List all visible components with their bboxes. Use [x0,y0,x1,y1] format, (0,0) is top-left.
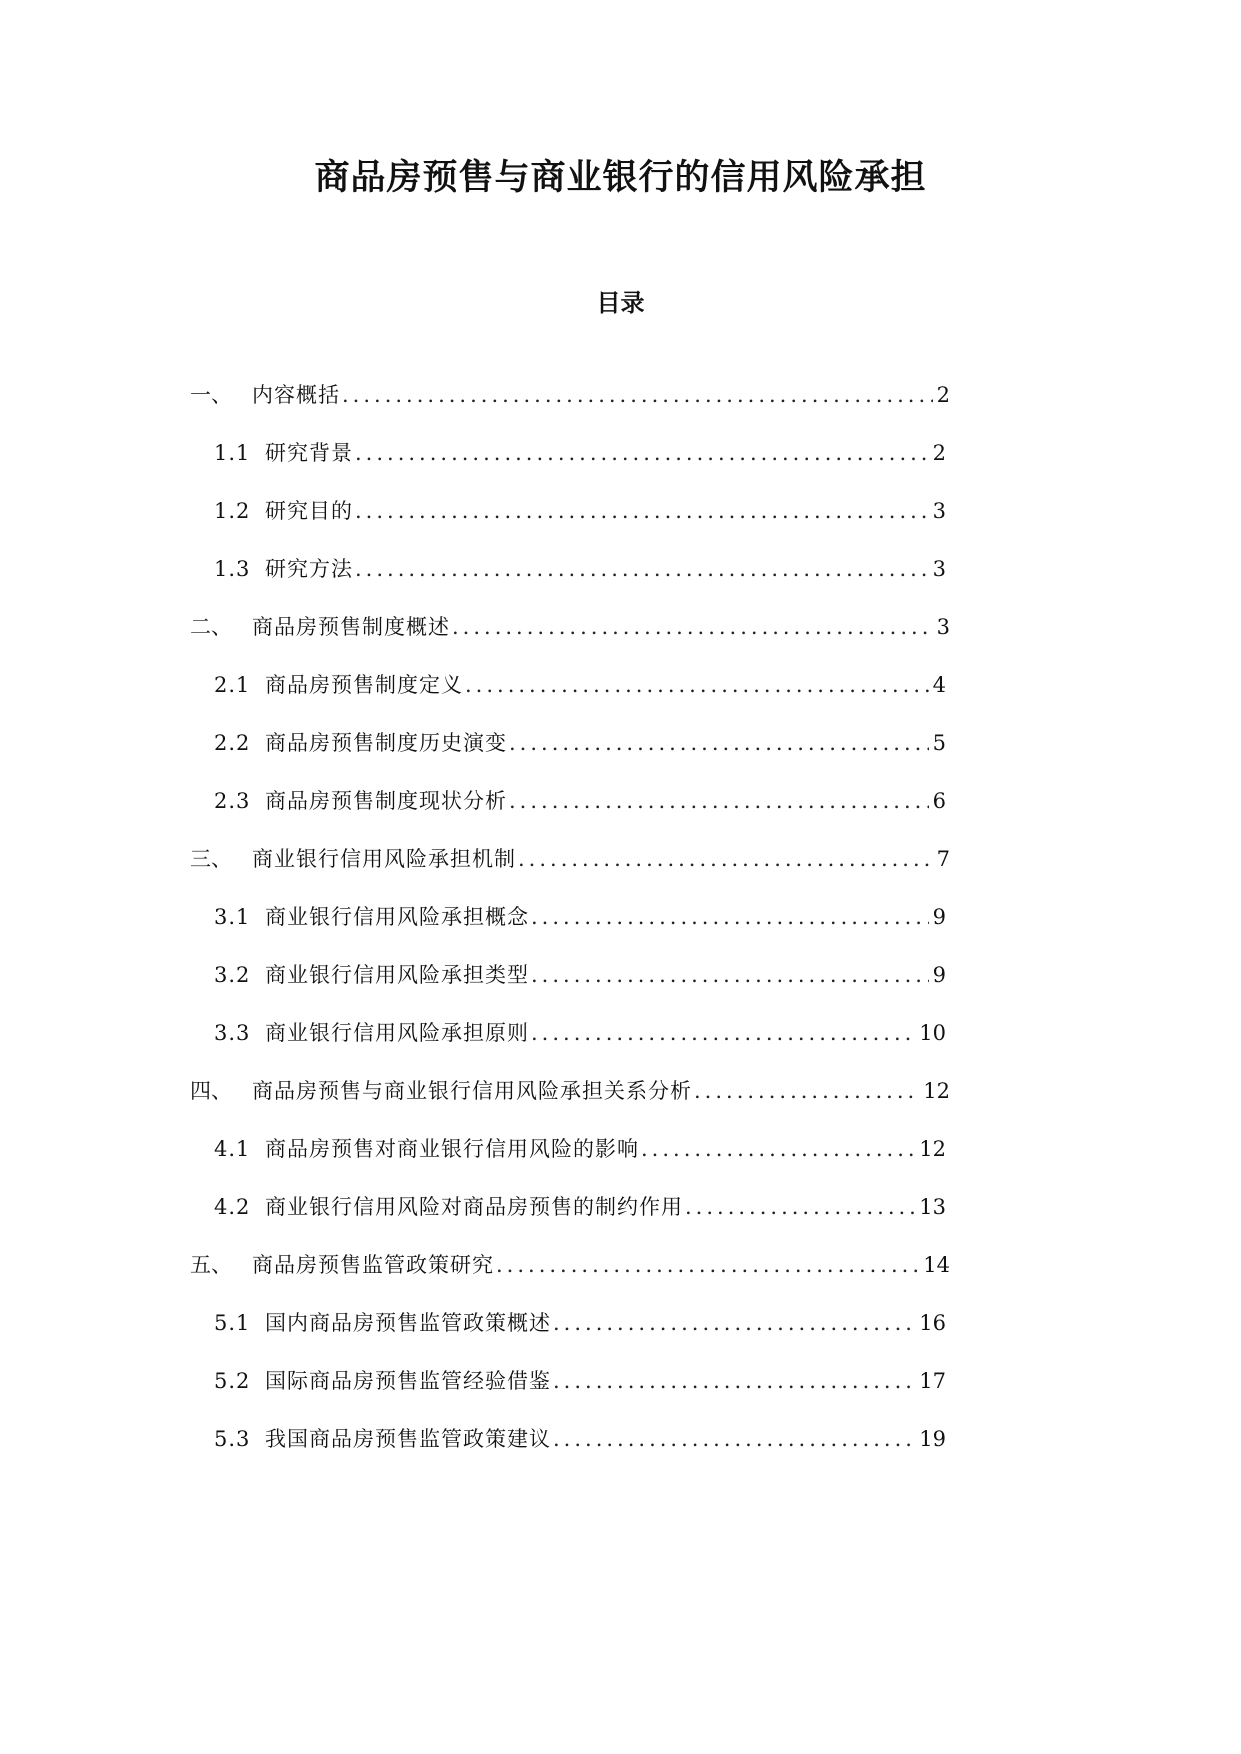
toc-entry-title: 商品房预售制度现状分析 [265,789,507,813]
toc-entry[interactable] [190,612,950,642]
toc-entry[interactable] [190,1076,950,1106]
toc-entry-title: 研究方法 [265,557,353,581]
toc-entry-title: 商业银行信用风险承担概念 [265,905,529,929]
toc-entry-page: 12 [923,1079,950,1103]
toc-entry-page: 2 [936,383,950,407]
toc-entry-number: 4.1 [214,1137,251,1161]
toc-entry[interactable] [214,1366,946,1396]
toc-entry-page: 7 [936,847,950,871]
toc-dot-leader [342,380,933,410]
toc-dot-leader [496,1250,919,1280]
toc-dot-leader [641,1134,915,1164]
toc-entry-page: 16 [919,1311,946,1335]
toc-entry-number: 3.1 [214,905,251,929]
toc-entry-page: 12 [919,1137,946,1161]
toc-dot-leader [531,1018,915,1048]
toc-entry-page: 9 [932,963,946,987]
toc-entry-page: 2 [932,441,946,465]
toc-entry[interactable] [190,1250,950,1280]
toc-entry-title: 我国商品房预售监管政策建议 [265,1427,551,1451]
toc-entry[interactable] [214,1134,946,1164]
toc-entry-page: 9 [932,905,946,929]
toc-entry-title: 商品房预售对商业银行信用风险的影响 [265,1137,639,1161]
toc-dot-leader [685,1192,915,1222]
toc-entry-number: 二、 [190,615,232,639]
toc-entry[interactable] [214,1018,946,1048]
toc-entry[interactable] [214,554,946,584]
toc-entry-number: 三、 [190,847,232,871]
toc-entry-title: 研究背景 [265,441,353,465]
toc-entry-number: 2.3 [214,789,251,813]
toc-dot-leader [553,1366,915,1396]
toc-entry[interactable] [214,1192,946,1222]
toc-dot-leader [553,1424,915,1454]
toc-entry[interactable] [190,844,950,874]
toc-entry-page: 3 [932,499,946,523]
toc-dot-leader [531,960,929,990]
toc-entry[interactable] [214,786,946,816]
toc-entry-page: 6 [932,789,946,813]
toc-dot-leader [452,612,933,642]
toc-entry-title: 国内商品房预售监管政策概述 [265,1311,551,1335]
toc-entry[interactable] [214,1424,946,1454]
toc-entry-title: 商品房预售制度历史演变 [265,731,507,755]
toc-entry-page: 10 [919,1021,946,1045]
toc-entry-page: 5 [932,731,946,755]
toc-dot-leader [694,1076,919,1106]
toc-entry-number: 1.1 [214,441,251,465]
toc-entry-number: 5.3 [214,1427,251,1451]
toc-entry-number: 1.3 [214,557,251,581]
toc-heading: 目录 [596,288,645,317]
toc-entry-number: 1.2 [214,499,251,523]
toc-entry-title: 商品房预售制度概述 [252,615,450,639]
toc-entry-page: 17 [919,1369,946,1393]
toc-dot-leader [531,902,929,932]
toc-entry[interactable] [214,728,946,758]
toc-entry-title: 商业银行信用风险对商品房预售的制约作用 [265,1195,683,1219]
toc-entry[interactable] [214,670,946,700]
toc-entry[interactable] [190,380,950,410]
toc-entry-number: 五、 [190,1253,232,1277]
document-title: 商品房预售与商业银行的信用风险承担 [314,157,927,198]
toc-entry-page: 3 [932,557,946,581]
toc-entry-page: 3 [936,615,950,639]
toc-entry-number: 2.1 [214,673,251,697]
toc-entry[interactable] [214,1308,946,1338]
toc-entry-page: 19 [919,1427,946,1451]
toc-entry-number: 一、 [190,383,232,407]
toc-entry-number: 5.2 [214,1369,251,1393]
toc-entry-title: 商业银行信用风险承担类型 [265,963,529,987]
toc-entry-title: 国际商品房预售监管经验借鉴 [265,1369,551,1393]
toc-dot-leader [355,554,929,584]
toc-entry[interactable] [214,496,946,526]
toc-entry-title: 内容概括 [252,383,340,407]
toc-entry-page: 4 [932,673,946,697]
toc-dot-leader [355,496,929,526]
toc-entry-title: 商业银行信用风险承担原则 [265,1021,529,1045]
toc-dot-leader [509,786,929,816]
toc-entry-title: 研究目的 [265,499,353,523]
toc-dot-leader [355,438,929,468]
toc-entry-page: 13 [919,1195,946,1219]
toc-entry-number: 4.2 [214,1195,251,1219]
toc-entry-page: 14 [923,1253,950,1277]
toc-dot-leader [553,1308,915,1338]
toc-entry-number: 2.2 [214,731,251,755]
toc-entry-number: 3.2 [214,963,251,987]
toc-dot-leader [518,844,933,874]
toc-dot-leader [465,670,929,700]
toc-entry-number: 5.1 [214,1311,251,1335]
toc-dot-leader [509,728,929,758]
toc-entry-number: 3.3 [214,1021,251,1045]
toc-entry[interactable] [214,960,946,990]
toc-entry-number: 四、 [190,1079,232,1103]
toc-entry-title: 商品房预售与商业银行信用风险承担关系分析 [252,1079,692,1103]
toc-entry-title: 商品房预售监管政策研究 [252,1253,494,1277]
toc-entry[interactable] [214,902,946,932]
toc-entry-title: 商业银行信用风险承担机制 [252,847,516,871]
toc-entry[interactable] [214,438,946,468]
toc-entry-title: 商品房预售制度定义 [265,673,463,697]
